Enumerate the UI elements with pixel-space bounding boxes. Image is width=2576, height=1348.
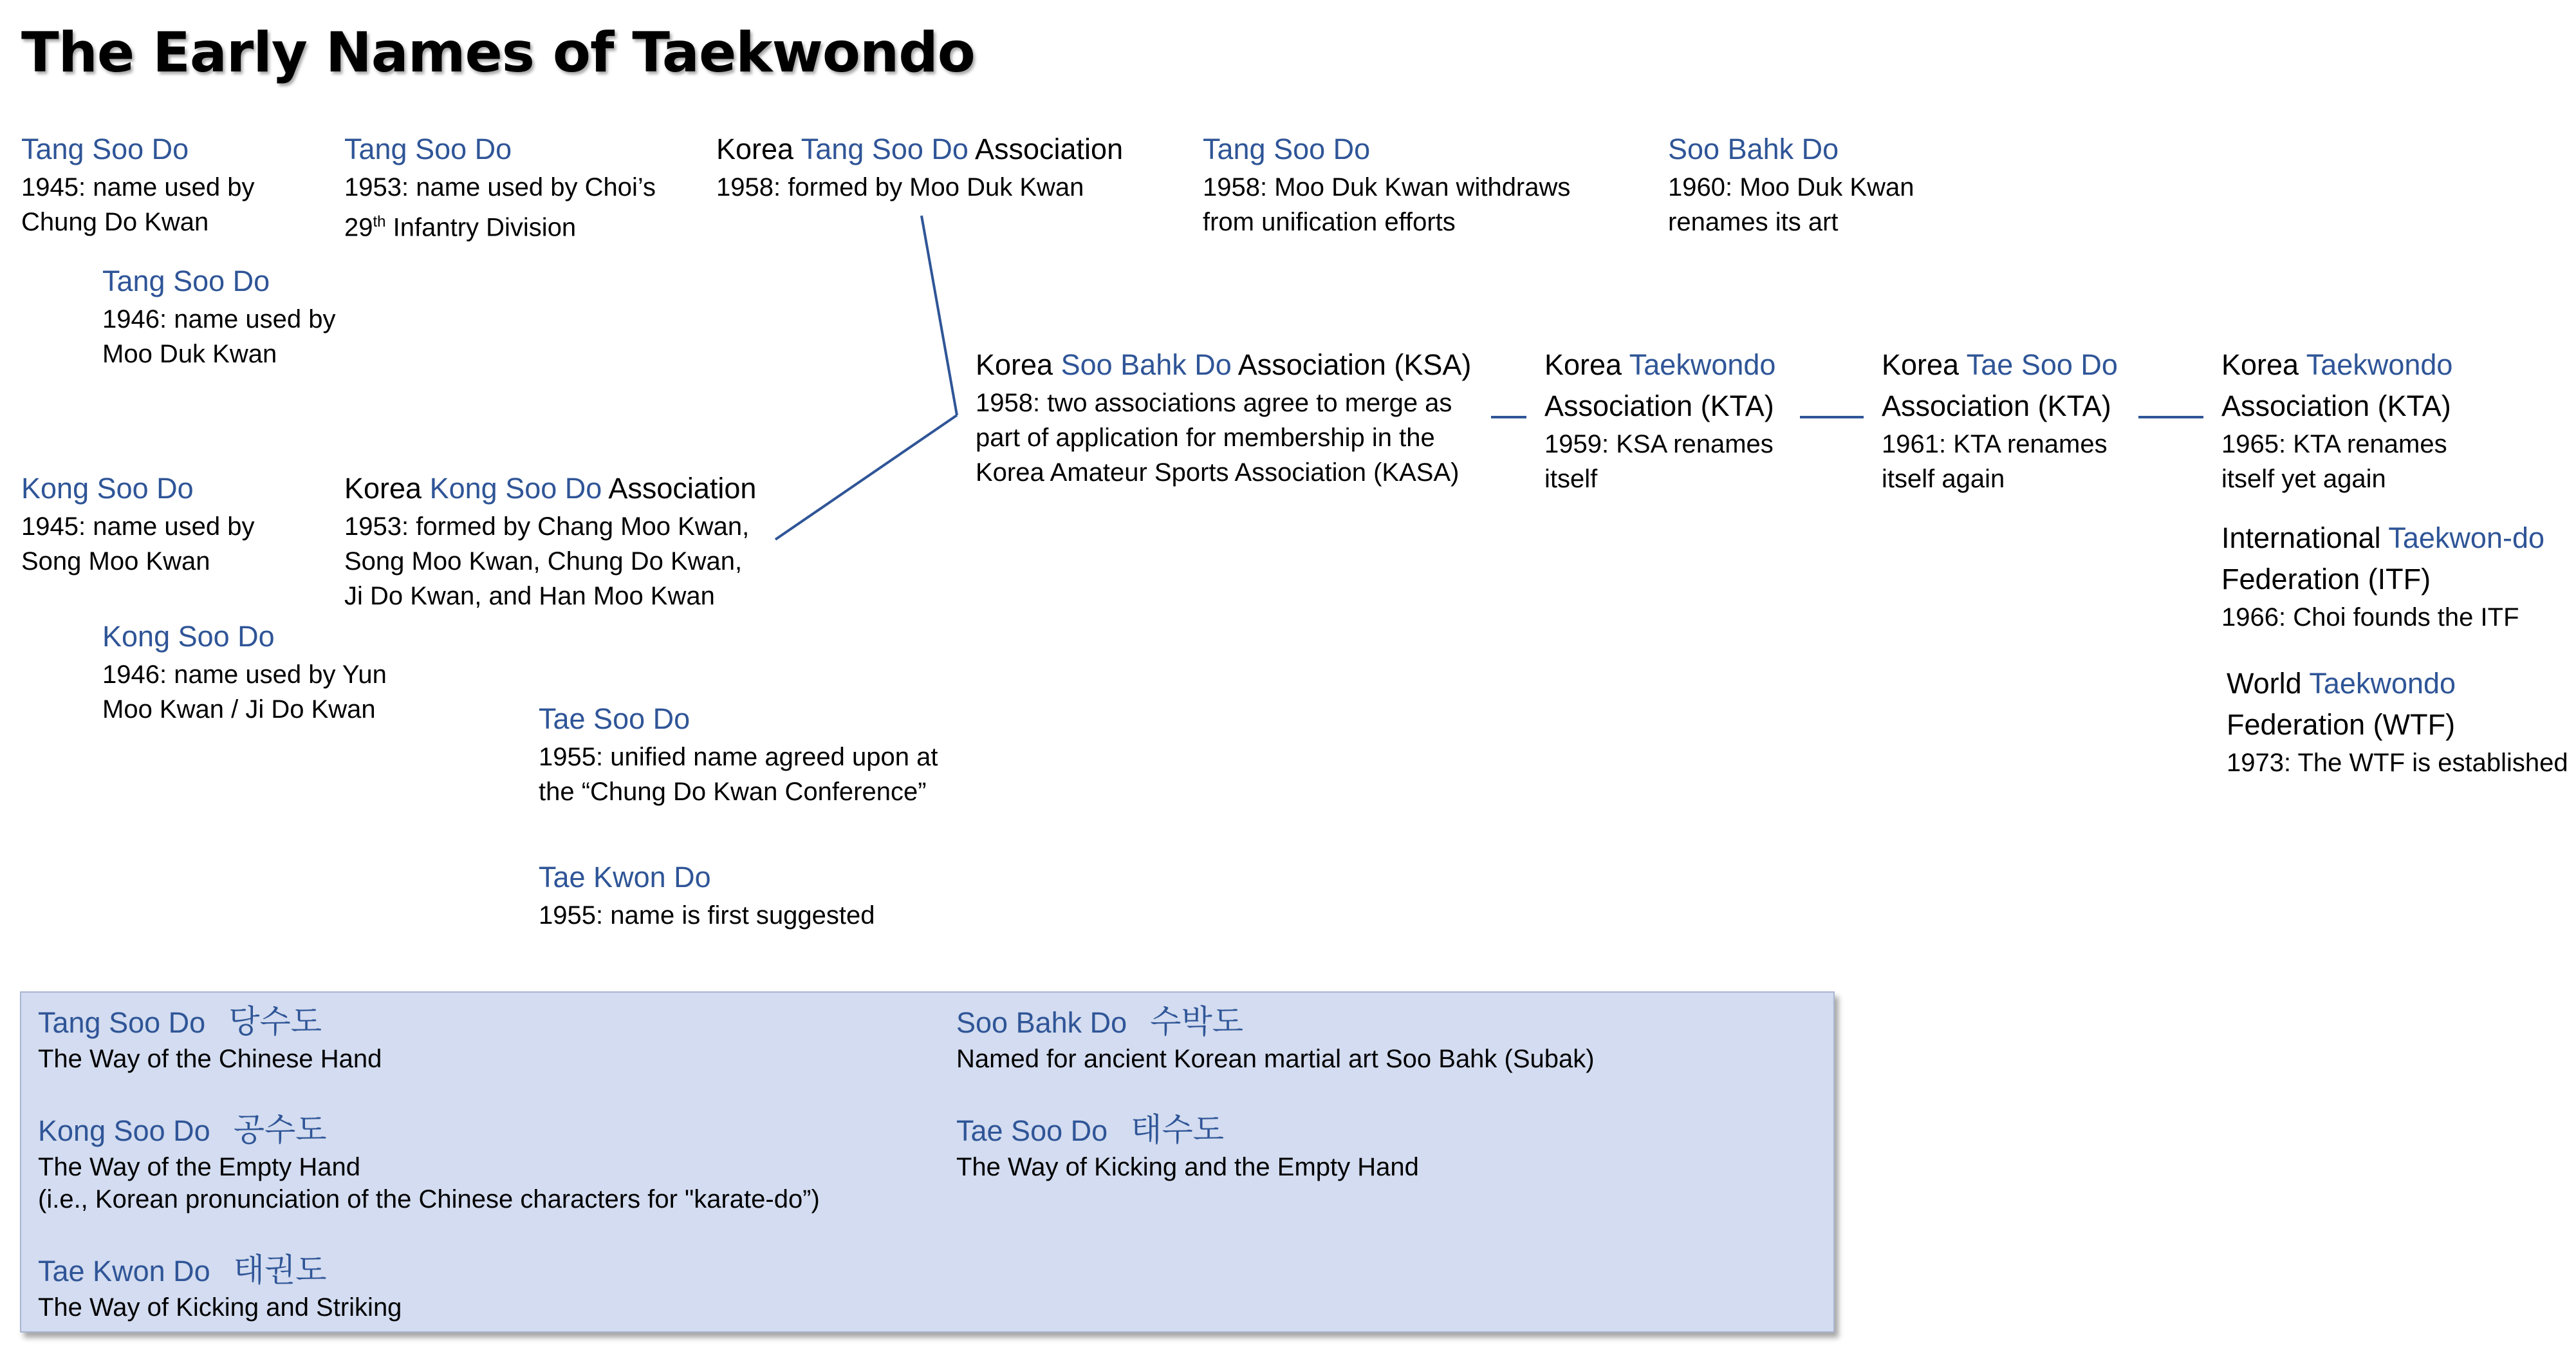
glossary-term-line [38, 1250, 402, 1291]
heading-name: Kong Soo Do [429, 472, 602, 505]
node-desc: itself yet again [2221, 465, 2386, 493]
glossary-term-line [38, 1002, 382, 1043]
heading-prefix: Korea [976, 348, 1061, 381]
node-desc: Song Moo Kwan [21, 547, 210, 576]
node-desc: 1955: name is first suggested [539, 901, 875, 930]
node-desc: 1945: name used by [21, 173, 255, 201]
ordinal-suffix: th [373, 213, 386, 230]
node-desc: 1958: formed by Moo Duk Kwan [716, 173, 1084, 201]
ordinal-number: 29 [344, 213, 373, 242]
glossary-korean: 당수도 [228, 1003, 322, 1040]
node-desc: 1945: name used by [21, 512, 255, 541]
node-desc: the “Chung Do Kwan Conference” [539, 778, 927, 806]
heading-name: Taekwondo [2306, 348, 2453, 381]
node-tang-soo-do-1958 [1203, 129, 1570, 239]
node-heading [344, 468, 756, 509]
node-desc: 1955: unified name agreed upon at [539, 743, 938, 771]
glossary-desc: Named for ancient Korean martial art Soo Bahk (Subak) [956, 1045, 1595, 1073]
heading-name: Taekwondo [1629, 348, 1776, 381]
heading-prefix: Korea [2221, 348, 2306, 381]
heading-prefix: Korea [716, 133, 801, 165]
connector-kksda-to-ksa [775, 415, 957, 539]
node-heading [716, 129, 1123, 170]
glossary-term-line [956, 1002, 1595, 1043]
node-itf [2221, 518, 2544, 635]
node-desc: 1965: KTA renames [2221, 430, 2447, 458]
glossary-desc: The Way of the Empty Hand [38, 1153, 360, 1181]
glossary-term: Tae Soo Do [956, 1114, 1108, 1147]
node-desc: 1966: Choi founds the ITF [2221, 603, 2519, 632]
heading-name: Tae Soo Do [1966, 348, 2118, 381]
node-heading: Tae Kwon Do [539, 861, 711, 894]
node-korea-soo-bahk-do-association [976, 344, 1471, 490]
node-kta-1965 [2221, 344, 2452, 496]
node-heading: Kong Soo Do [102, 620, 275, 653]
node-tang-soo-do-1945 [21, 129, 254, 239]
node-heading [1882, 344, 2118, 386]
heading-prefix: Korea [1882, 348, 1967, 381]
heading-prefix: Korea [344, 472, 430, 505]
glossary-box [20, 991, 1835, 1333]
node-tae-kwon-do-1955 [539, 857, 875, 933]
glossary-desc: The Way of Kicking and Striking [38, 1293, 402, 1322]
heading-name: Taekwon-do [2388, 521, 2545, 554]
node-heading [2221, 518, 2544, 559]
heading-name: Soo Bahk Do [1061, 348, 1232, 381]
glossary-entry-tae-kwon-do [38, 1250, 402, 1324]
node-desc: 1958: two associations agree to merge as [976, 389, 1452, 417]
node-kta-1961 [1882, 344, 2118, 496]
node-desc: Chung Do Kwan [21, 208, 209, 236]
node-desc: 1953: formed by Chang Moo Kwan, [344, 512, 750, 541]
node-heading: Tang Soo Do [102, 265, 270, 297]
node-desc: 1958: Moo Duk Kwan withdraws [1203, 173, 1571, 201]
node-wtf [2227, 663, 2568, 780]
glossary-term: Tae Kwon Do [38, 1255, 210, 1287]
node-heading [976, 344, 1471, 386]
page-title: The Early Names of Taekwondo [21, 21, 975, 85]
node-heading-line2: Federation (WTF) [2227, 708, 2456, 741]
node-heading-line2: Association (KTA) [2221, 389, 2451, 422]
heading-prefix: World [2227, 667, 2310, 700]
glossary-korean: 태수도 [1131, 1111, 1225, 1148]
node-desc: renames its art [1668, 208, 1839, 236]
heading-prefix: Korea [1544, 348, 1629, 381]
heading-suffix: Association [968, 133, 1124, 165]
glossary-korean: 공수도 [233, 1111, 327, 1148]
node-heading-line2: Association (KTA) [1544, 389, 1774, 422]
heading-prefix: International [2221, 521, 2389, 554]
glossary-entry-kong-soo-do [38, 1110, 820, 1215]
glossary-korean: 태권도 [233, 1251, 327, 1289]
node-desc: 1961: KTA renames [1882, 430, 2108, 458]
node-heading-line2: Federation (ITF) [2221, 563, 2431, 595]
node-desc: Ji Do Kwan, and Han Moo Kwan [344, 582, 715, 610]
node-tang-soo-do-1953 [344, 129, 656, 245]
glossary-entry-tae-soo-do [956, 1110, 1419, 1183]
node-soo-bahk-do-1960 [1668, 129, 1914, 239]
node-desc: 1953: name used by Choi’s [344, 173, 656, 201]
glossary-desc: The Way of the Chinese Hand [38, 1045, 382, 1073]
heading-suffix: Association (KSA) [1231, 348, 1472, 381]
node-desc-2 [344, 205, 656, 245]
node-desc: 1959: KSA renames [1544, 430, 1774, 458]
glossary-entry-tang-soo-do [38, 1002, 382, 1075]
heading-suffix: Association [602, 472, 757, 505]
glossary-desc: (i.e., Korean pronunciation of the Chinese characters for "karate-do”) [38, 1185, 820, 1213]
node-heading [1544, 344, 1775, 386]
heading-name: Tang Soo Do [801, 133, 968, 165]
node-desc: 1973: The WTF is established [2227, 749, 2568, 777]
node-desc: Korea Amateur Sports Association (KASA) [976, 458, 1459, 487]
glossary-term: Kong Soo Do [38, 1114, 210, 1147]
node-desc: 1946: name used by Yun [102, 660, 387, 689]
node-kong-soo-do-1945 [21, 468, 254, 579]
connector-tsda-to-ksa [922, 216, 957, 415]
node-kta-1959 [1544, 344, 1775, 496]
glossary-term: Soo Bahk Do [956, 1006, 1127, 1039]
node-heading: Tang Soo Do [1203, 133, 1371, 165]
node-korea-kong-soo-do-association [344, 468, 756, 613]
node-heading: Kong Soo Do [21, 472, 194, 505]
node-heading: Soo Bahk Do [1668, 133, 1839, 165]
node-heading: Tang Soo Do [21, 133, 189, 165]
heading-name: Taekwondo [2309, 667, 2456, 700]
node-tae-soo-do-1955 [539, 698, 938, 809]
node-desc: Moo Kwan / Ji Do Kwan [102, 695, 376, 724]
glossary-entry-soo-bahk-do [956, 1002, 1595, 1075]
glossary-desc: The Way of Kicking and the Empty Hand [956, 1153, 1419, 1181]
node-desc: 1960: Moo Duk Kwan [1668, 173, 1914, 201]
node-desc: itself [1544, 465, 1598, 493]
node-desc: 1946: name used by [102, 305, 336, 333]
node-desc: Song Moo Kwan, Chung Do Kwan, [344, 547, 743, 576]
glossary-korean: 수박도 [1150, 1003, 1244, 1040]
node-heading [2227, 663, 2568, 704]
node-desc-rest: Infantry Division [385, 213, 577, 242]
node-desc: Moo Duk Kwan [102, 340, 277, 368]
node-heading: Tae Soo Do [539, 702, 690, 735]
node-heading-line2: Association (KTA) [1882, 389, 2111, 422]
node-desc: from unification efforts [1203, 208, 1456, 236]
node-heading: Tang Soo Do [344, 133, 512, 165]
node-kong-soo-do-1946 [102, 616, 387, 727]
node-korea-tang-soo-do-association [716, 129, 1123, 205]
node-heading [2221, 344, 2452, 386]
glossary-term-line [38, 1110, 820, 1151]
glossary-term: Tang Soo Do [38, 1006, 206, 1039]
node-desc: part of application for membership in the [976, 424, 1435, 452]
node-desc: itself again [1882, 465, 2005, 493]
node-tang-soo-do-1946 [102, 261, 335, 371]
glossary-term-line [956, 1110, 1419, 1151]
